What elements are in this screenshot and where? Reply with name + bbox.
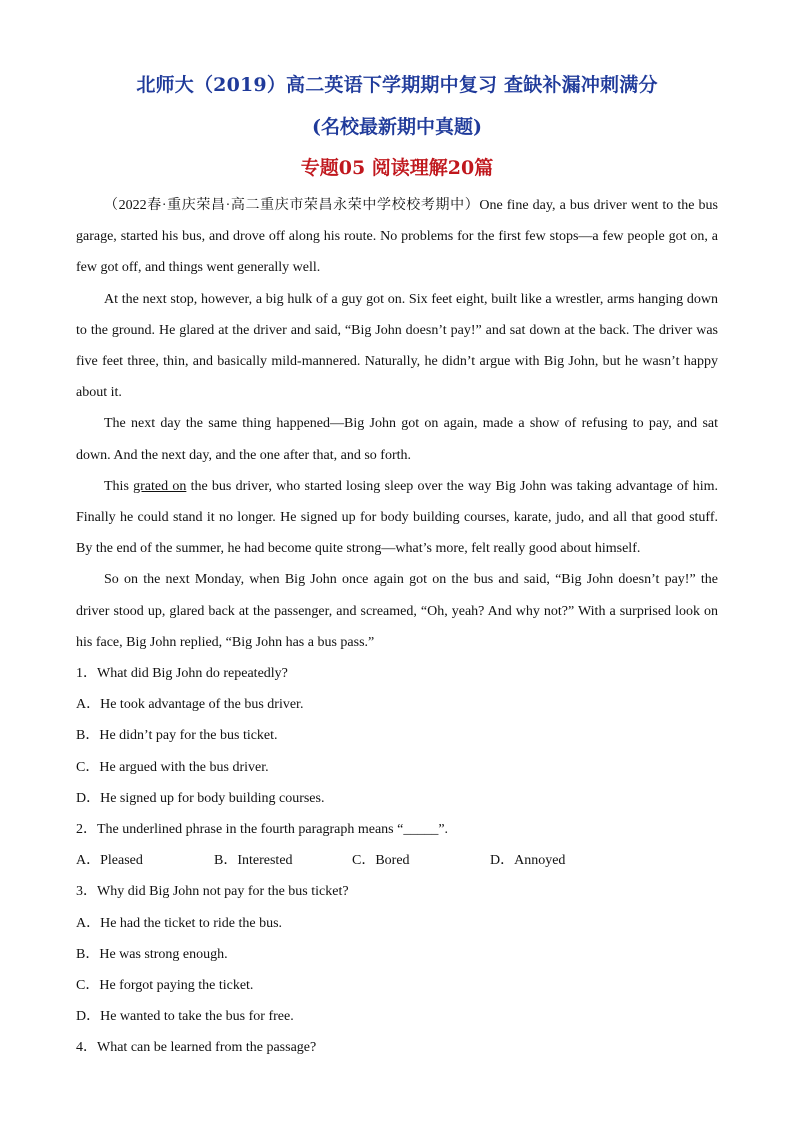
question-1-option-b: B．He didn’t pay for the bus ticket. (76, 728, 278, 744)
underlined-phrase: grated on (133, 478, 187, 494)
question-2-option-b: B．Interested (214, 853, 293, 869)
question-3-option-d: D．He wanted to take the bus for free. (76, 1009, 294, 1025)
document-title: 北师大（2019）高二英语下学期期中复习 查缺补漏冲刺满分 (136, 74, 658, 96)
question-2: 2．The underlined phrase in the fourth paragraph means “_____”. (76, 822, 449, 838)
question-3: 3．Why did Big John not pay for the bus ticket? (76, 884, 349, 900)
question-1-option-c: C．He argued with the bus driver. (76, 759, 269, 775)
passage-source: （2022春·重庆荣昌·高二重庆市荣昌永荣中学校校考期中） (104, 198, 480, 213)
topic-heading: 专题05 阅读理解20篇 (300, 157, 494, 179)
paragraph-1 (76, 190, 718, 284)
question-4: 4．What can be learned from the passage? (76, 1040, 317, 1056)
paragraph-1-text: One fine day, a bus driver went to the bus garage, started his bus, and drove off along his route. No problems for the first few stops—a few people got on, a few got off, and things went generally well. (76, 198, 719, 276)
paragraph-4 (76, 471, 718, 565)
question-1-option-a: A．He took advantage of the bus driver. (76, 697, 304, 713)
question-3-option-b: B．He was strong enough. (76, 946, 228, 962)
paragraph-4-pre: This (104, 478, 134, 494)
paragraph-2: At the next stop, however, a big hulk of a guy got on. Six feet eight, built like a wrestler, arms hanging down to the ground. He glared at the driver and said, “Big John doesn’t pay!” and sat down at the back. The driver was five feet three, thin, and basically mild-mannered. Naturally, he didn’t argue with Big John, but he wasn’t happy about it. (76, 291, 718, 401)
question-2-option-a: A．Pleased (76, 853, 143, 869)
question-2-option-d: D．Annoyed (490, 853, 566, 869)
question-3-option-c: C．He forgot paying the ticket. (76, 978, 254, 994)
paragraph-4-post: the bus driver, who started losing sleep over the way Big John was taking advantage of him. Finally he could stand it no longer. He signed up for body building courses, karate, judo, and all that good stuff. By the end of the summer, he had become quite strong—what’s more, felt really good about himself. (76, 478, 719, 557)
question-1: 1．What did Big John do repeatedly? (76, 666, 288, 682)
question-2-option-c: C．Bored (352, 853, 410, 869)
question-3-option-a: A．He had the ticket to ride the bus. (76, 915, 283, 931)
document-body (76, 190, 718, 1064)
paragraph-5: So on the next Monday, when Big John once again got on the bus and said, “Big John doesn’t pay!” the driver stood up, glared back at the passenger, and screamed, “Oh, yeah? And why not?” With a surprised look on his face, Big John replied, “Big John has a bus pass.” (76, 572, 718, 650)
paragraph-3: The next day the same thing happened—Big John got on again, made a show of refusing to pay, and sat down. And the next day, and the one after that, and so forth. (76, 416, 718, 463)
document-subtitle: (名校最新期中真题) (312, 116, 482, 138)
question-2-options (76, 845, 718, 876)
question-1-option-d: D．He signed up for body building courses. (76, 790, 325, 806)
